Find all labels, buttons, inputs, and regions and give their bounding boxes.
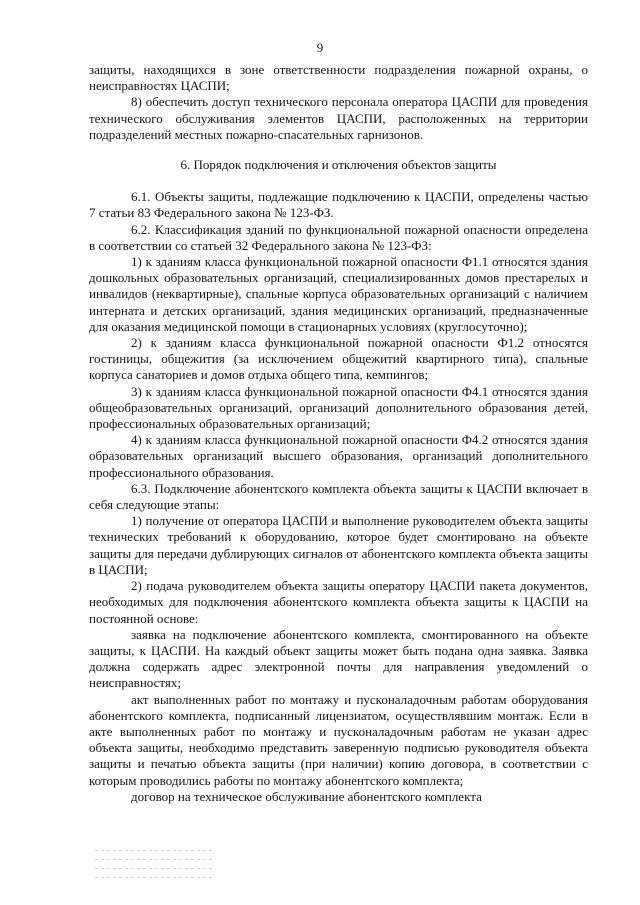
list-item-f1-2: 2) к зданиям класса функциональной пожарной опасности Ф1.2 относятся гостиницы, общежития (за исключением общежитий квартирного типа), спальные корпуса санаториев и домов отдыха общего типа, кемпингов; xyxy=(89,335,588,383)
paragraph-6-2: 6.2. Классификация зданий по функциональной пожарной опасности определена в соответствии со статьей 32 Федерального закона № 123-ФЗ: xyxy=(89,221,588,253)
document-contract: договор на техническое обслуживание абонентского комплекта xyxy=(131,788,482,804)
paragraph-continuation: защиты, находящихся в зоне ответственности подразделения пожарной охраны, о неисправностях ЦАСПИ; xyxy=(89,62,588,94)
list-item-f1-1: 1) к зданиям класса функциональной пожарной опасности Ф1.1 относятся здания дошкольных образовательных организаций, специализированных домов престарелых и инвалидов (неквартирные), спальные корпуса образовательных организаций с наличием интерната и детских организаций, здания медицинских организаций, предназначенные для оказания медицинской помощи в стационарных условиях (круглосуточно); xyxy=(89,254,588,334)
document-body xyxy=(89,62,588,805)
stage-1: 1) получение от оператора ЦАСПИ и выполнение руководителем объекта защиты технических требований к оборудованию, которое будет смонтировано на объекте защиты для передачи дублирующих сигналов от абонентского комплекта объекта защиты в ЦАСПИ; xyxy=(89,513,588,577)
section-heading: 6. Порядок подключения и отключения объектов защиты xyxy=(180,157,497,173)
scan-stamp-artifact xyxy=(95,850,215,892)
document-application: заявка на подключение абонентского комплекта, смонтированного на объекте защиты, к ЦАСПИ. На каждый объект защиты может быть подана одна заявка. Заявка должна содержать адрес электронной почты для направления уведомлений о неисправностях; xyxy=(89,626,588,691)
page-number: 9 xyxy=(316,40,324,55)
list-item-f4-2: 4) к зданиям класса функциональной пожарной опасности Ф4.2 относятся здания образовательных организаций высшего образования, организаций дополнительного профессионального образования. xyxy=(89,432,588,480)
list-item-f4-1: 3) к зданиям класса функциональной пожарной опасности Ф4.1 относятся здания общеобразовательных организаций, организаций дополнительного образования детей, профессиональных образовательных организаций; xyxy=(89,383,588,432)
paragraph-6-3: 6.3. Подключение абонентского комплекта объекта защиты к ЦАСПИ включает в себя следующие этапы: xyxy=(89,480,588,513)
paragraph-6-1: 6.1. Объекты защиты, подлежащие подключению к ЦАСПИ, определены частью 7 статьи 83 Федерального закона № 123-ФЗ. xyxy=(89,189,588,221)
stage-2: 2) подача руководителем объекта защиты оператору ЦАСПИ пакета документов, необходимых для подключения абонентского комплекта объекта защиты к ЦАСПИ на постоянной основе: xyxy=(89,578,588,626)
paragraph-item-8: 8) обеспечить доступ технического персонала оператора ЦАСПИ для проведения технического обслуживания элементов ЦАСПИ, расположенных на территории подразделений местных пожарно-спасательных гарнизонов. xyxy=(89,94,588,142)
document-act: акт выполненных работ по монтажу и пусконаладочным работам оборудования абонентского комплекта, подписанный лицензиатом, осуществлявшим монтаж. Если в акте выполненных работ по монтажу и пусконаладочным работам не указан адрес объекта защиты, необходимо представить заверенную подписью руководителя объекта защиты и печатью объекта защиты (при наличии) копию договора, в соответствии с которым проводились работы по монтажу абонентского комплекта; xyxy=(89,691,588,788)
